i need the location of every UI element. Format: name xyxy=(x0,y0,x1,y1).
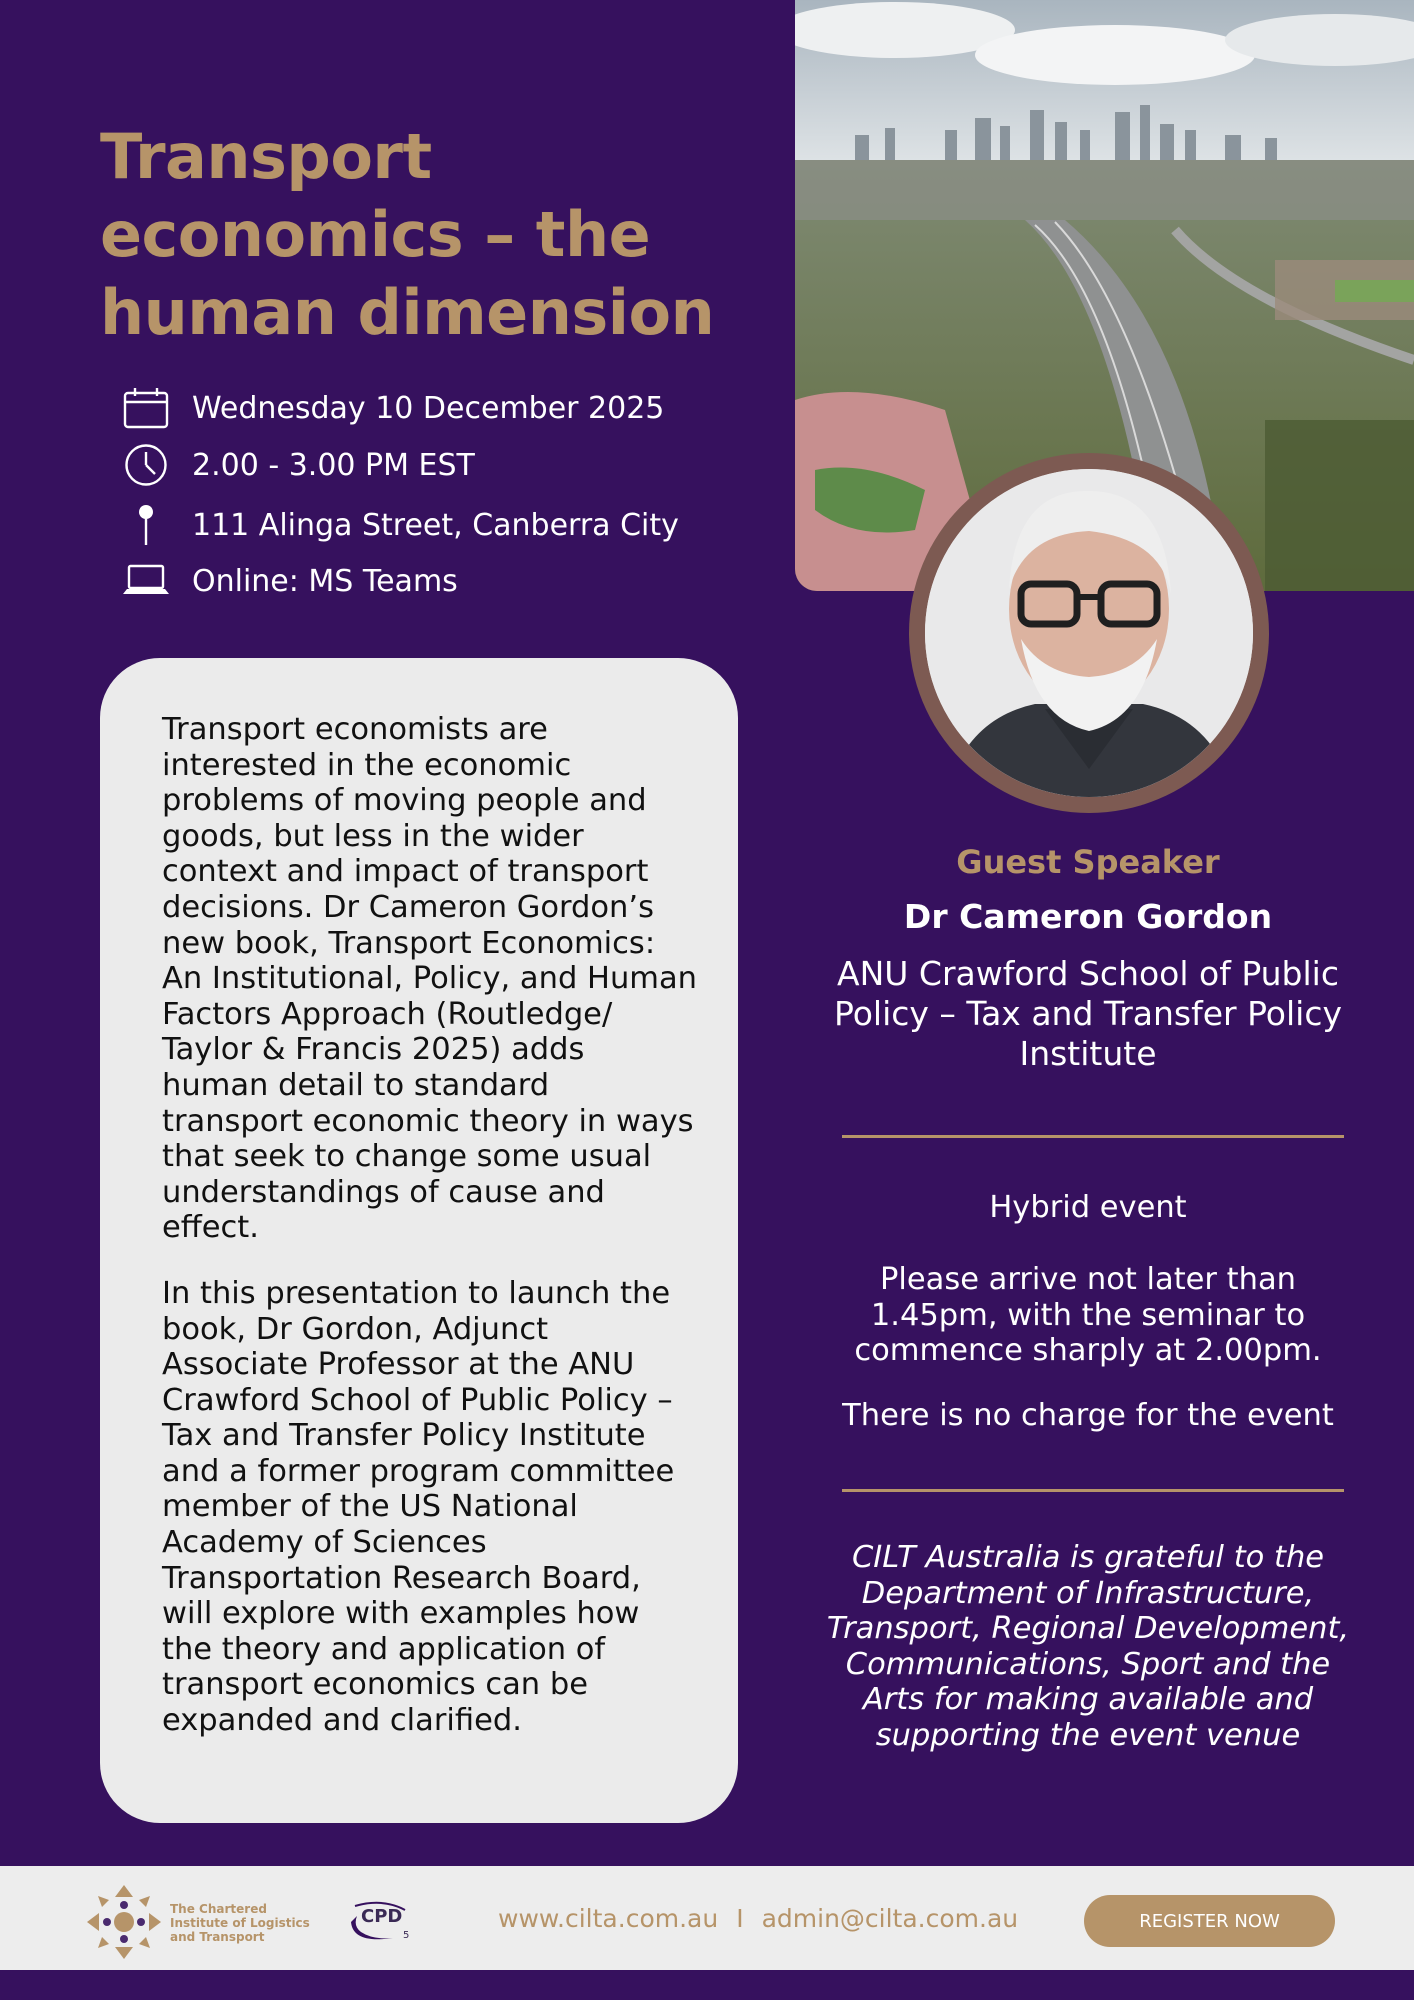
divider-top xyxy=(842,1135,1344,1138)
event-online-row xyxy=(120,561,458,601)
footer-separator: I xyxy=(736,1904,744,1933)
arrival-notice: Please arrive not later than 1.45pm, with the seminar to commence sharply at 2.00pm. xyxy=(854,1262,1322,1369)
event-online: Online: MS Teams xyxy=(192,563,458,599)
event-time-row xyxy=(120,445,475,485)
calendar-icon xyxy=(120,386,172,430)
event-location-row xyxy=(120,505,679,545)
page-title: Transport economics – the human dimension xyxy=(100,120,715,349)
event-location: 111 Alinga Street, Canberra City xyxy=(192,507,679,543)
laptop-icon xyxy=(120,559,172,603)
register-now-button[interactable]: REGISTER NOW xyxy=(1084,1895,1335,1947)
cpd-label: CPD xyxy=(361,1906,403,1927)
description-paragraph-1: Transport economists are interested in the economic problems of moving people and goods, but less in the wider context and impact of transport decisions. Dr Cameron Gordon’s new book, Transport Economics: An Institutional, Policy, and Human Factors Approach (Routledge/ Taylor & Francis 2025) adds human detail to standard transport economic theory in ways that seek to change some usual understandings of cause and effect. xyxy=(162,712,698,1246)
event-date: Wednesday 10 December 2025 xyxy=(192,390,665,426)
clock-icon xyxy=(120,443,172,487)
event-date-row xyxy=(120,388,664,428)
speaker-portrait xyxy=(909,453,1269,813)
guest-speaker-label: Guest Speaker xyxy=(956,843,1220,881)
cilt-logo xyxy=(85,1883,163,1961)
footer-contact xyxy=(498,1904,1018,1933)
divider-bottom xyxy=(842,1489,1344,1492)
cost-notice: There is no charge for the event xyxy=(842,1398,1334,1433)
description-card xyxy=(100,658,738,1823)
cpd-logo xyxy=(343,1896,418,1946)
event-time: 2.00 - 3.00 PM EST xyxy=(192,447,475,483)
cpd-points: 5 xyxy=(403,1930,410,1941)
map-pin-icon xyxy=(120,503,172,547)
description-paragraph-2: In this presentation to launch the book, Dr Gordon, Adjunct Associate Professor at the ANU Crawford School of Public Policy – Tax and Transfer Policy Institute and a former program committee member of the US National Academy of Sciences Transportation Research Board, will explore with examples how the theory and application of transport economics can be expanded and clarified. xyxy=(162,1275,675,1739)
speaker-photo xyxy=(925,469,1253,797)
event-format: Hybrid event xyxy=(989,1190,1187,1225)
speaker-name: Dr Cameron Gordon xyxy=(903,897,1273,936)
speaker-affiliation: ANU Crawford School of Public Policy – Tax and Transfer Policy Institute xyxy=(833,954,1343,1073)
cilt-logo-text: The Chartered Institute of Logistics and Transport xyxy=(170,1902,310,1944)
email-link[interactable]: admin@cilta.com.au xyxy=(761,1904,1019,1933)
acknowledgement: CILT Australia is grateful to the Department of Infrastructure, Transport, Regional Development, Communications, Sport and the Arts for making available and supporting the event venue xyxy=(826,1540,1350,1753)
website-link[interactable]: www.cilta.com.au xyxy=(498,1904,719,1933)
